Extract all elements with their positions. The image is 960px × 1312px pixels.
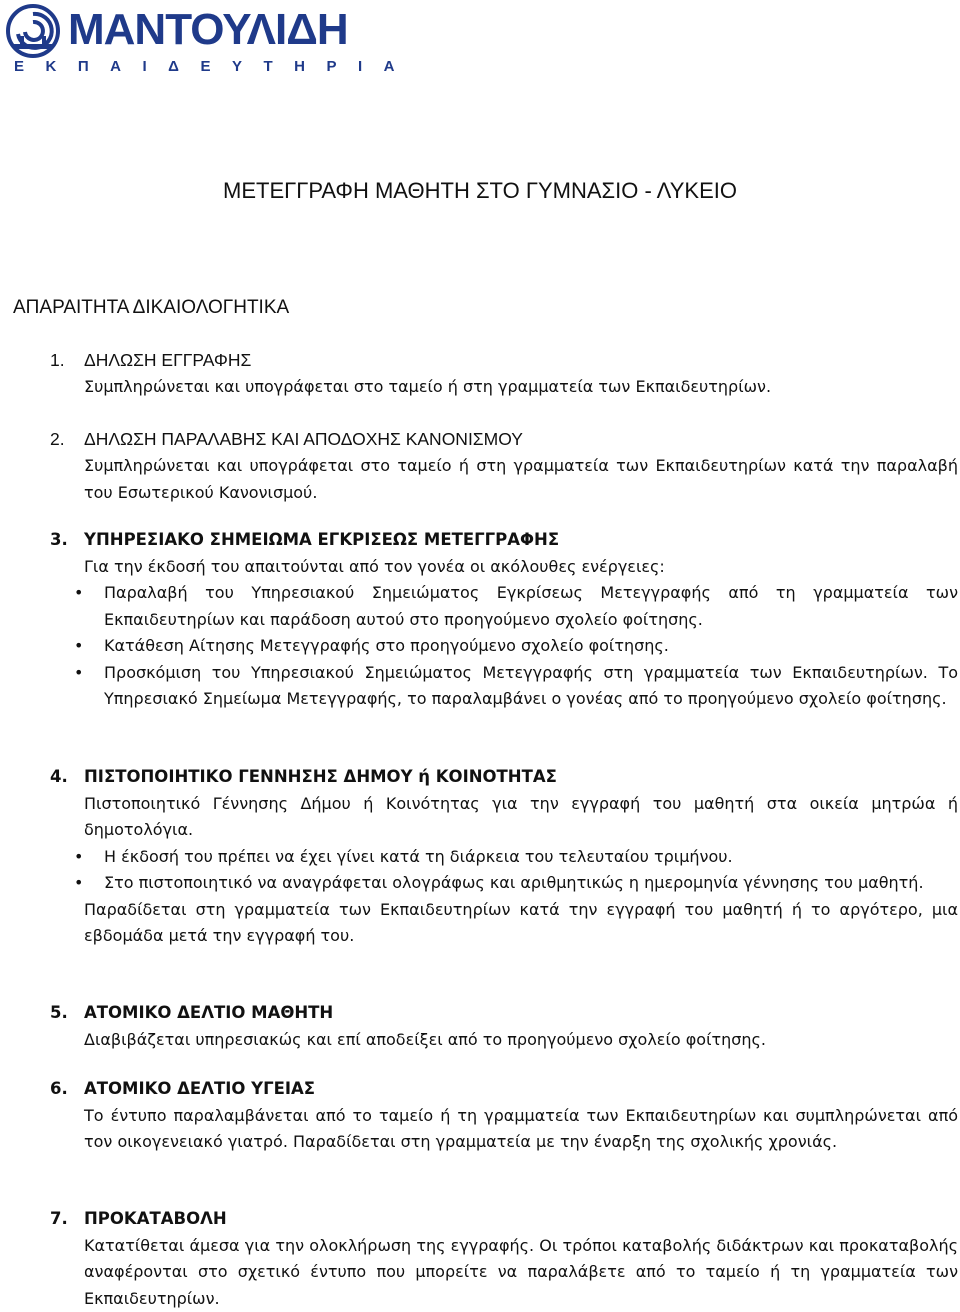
section-text: Το έντυπο παραλαμβάνεται από το ταμείο ή τη γραμματεία των Εκπαιδευτηρίων και συμπληρώνεται από τον οικογενειακό γιατρό. Παραδίδεται στη γραμματεία με την έναρξη της σχολικής χρονιάς.	[84, 1103, 958, 1156]
bullet-list	[50, 844, 958, 897]
section-6	[50, 1076, 958, 1156]
list-item: • Παραλαβή του Υπηρεσιακού Σημειώματος Εγκρίσεως Μετεγγραφής από τη γραμματεία των Εκπαιδευτηρίων και παράδοση αυτού στο προηγούμενο σχολείο φοίτησης.	[50, 580, 958, 633]
section-number: 7.	[50, 1206, 68, 1233]
section-number: 1.	[50, 347, 65, 374]
section-note: Παραδίδεται στη γραμματεία των Εκπαιδευτηρίων κατά την εγγραφή του μαθητή ή το αργότερο, μια εβδομάδα μετά την εγγραφή του.	[84, 897, 958, 950]
section-number: 2.	[50, 426, 65, 453]
list-item: • Η έκδοσή του πρέπει να έχει γίνει κατά τη διάρκεια του τελευταίου τριμήνου.	[50, 844, 958, 871]
section-5	[50, 1000, 958, 1053]
requirements-heading: ΑΠΑΡΑΙΤΗΤΑ ΔΙΚΑΙΟΛΟΓΗΤΙΚΑ	[13, 297, 289, 319]
section-text: Συμπληρώνεται και υπογράφεται στο ταμείο ή στη γραμματεία των Εκπαιδευτηρίων.	[84, 374, 958, 401]
section-heading: ΠΡΟΚΑΤΑΒΟΛΗ	[84, 1206, 958, 1233]
section-3	[50, 527, 958, 713]
temple-logo-icon	[6, 4, 60, 58]
section-heading: ΔΗΛΩΣΗ ΠΑΡΑΛΑΒΗΣ ΚΑΙ ΑΠΟΔΟΧΗΣ ΚΑΝΟΝΙΣΜΟΥ	[84, 426, 958, 453]
page-title: ΜΕΤΕΓΓΡΑΦΗ ΜΑΘΗΤΗ ΣΤΟ ΓΥΜΝΑΣΙΟ - ΛΥΚΕΙΟ	[0, 178, 960, 204]
section-2	[50, 426, 958, 506]
section-heading: ΥΠΗΡΕΣΙΑΚΟ ΣΗΜΕΙΩΜΑ ΕΓΚΡΙΣΕΩΣ ΜΕΤΕΓΓΡΑΦΗΣ	[84, 527, 958, 554]
section-text: Συμπληρώνεται και υπογράφεται στο ταμείο ή στη γραμματεία των Εκπαιδευτηρίων κατά την παραλαβή του Εσωτερικού Κανονισμού.	[84, 453, 958, 506]
section-heading: ΠΙΣΤΟΠΟΙΗΤΙΚΟ ΓΕΝΝΗΣΗΣ ΔΗΜΟΥ ή ΚΟΙΝΟΤΗΤΑΣ	[84, 764, 958, 791]
section-number: 5.	[50, 1000, 68, 1027]
logo	[6, 2, 406, 80]
section-4	[50, 764, 958, 950]
section-text: Κατατίθεται άμεσα για την ολοκλήρωση της εγγραφής. Οι τρόποι καταβολής διδάκτρων και προκαταβολής αναφέρονται στο σχετικό έντυπο που μπορείτε να παραλάβετε από το ταμείο ή τη γραμματεία των Εκπαιδευτηρίων.	[84, 1233, 958, 1312]
section-number: 3.	[50, 527, 68, 554]
section-number: 4.	[50, 764, 68, 791]
section-text: Πιστοποιητικό Γέννησης Δήμου ή Κοινότητας για την εγγραφή του μαθητή στα οικεία μητρώα ή δημοτολόγια.	[84, 791, 958, 844]
section-heading: ΑΤΟΜΙΚΟ ΔΕΛΤΙΟ ΜΑΘΗΤΗ	[84, 1000, 958, 1027]
section-heading: ΔΗΛΩΣΗ ΕΓΓΡΑΦΗΣ	[84, 347, 958, 374]
logo-subtitle: ΕΚΠΑΙΔΕΥΤΗΡΙΑ	[14, 58, 416, 75]
section-7	[50, 1206, 958, 1312]
list-item: • Κατάθεση Αίτησης Μετεγγραφής στο προηγούμενο σχολείο φοίτησης.	[50, 633, 958, 660]
logo-name: ΜΑΝΤΟΥΛΙΔΗ	[68, 4, 348, 56]
section-number: 6.	[50, 1076, 68, 1103]
list-item: • Στο πιστοποιητικό να αναγράφεται ολογράφως και αριθμητικώς η ημερομηνία γέννησης του μαθητή.	[50, 870, 958, 897]
section-text: Για την έκδοσή του απαιτούνται από τον γονέα οι ακόλουθες ενέργειες:	[84, 554, 958, 581]
section-heading: ΑΤΟΜΙΚΟ ΔΕΛΤΙΟ ΥΓΕΙΑΣ	[84, 1076, 958, 1103]
list-item: • Προσκόμιση του Υπηρεσιακού Σημειώματος Μετεγγραφής στη γραμματεία των Εκπαιδευτηρίων. Το Υπηρεσιακό Σημείωμα Μετεγγραφής, το παραλαμβάνει ο γονέας από το προηγούμενο σχολείο φοίτησης.	[50, 660, 958, 713]
section-1	[50, 347, 958, 401]
bullet-list	[50, 580, 958, 713]
section-text: Διαβιβάζεται υπηρεσιακώς και επί αποδείξει από το προηγούμενο σχολείο φοίτησης.	[84, 1027, 958, 1054]
